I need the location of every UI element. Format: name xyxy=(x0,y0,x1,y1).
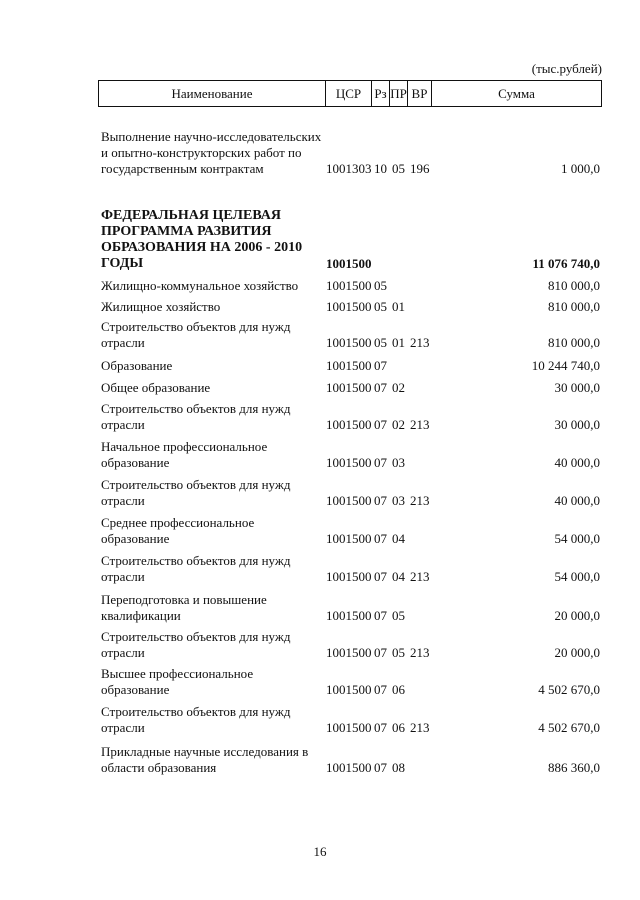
row-sum: 4 502 670,0 xyxy=(538,682,600,697)
header-csr: ЦСР xyxy=(335,86,362,101)
row-vr: 213 xyxy=(410,493,430,508)
row-name: Строительство объектов для нужд отрасли xyxy=(101,477,291,508)
row-name: Среднее профессиональное образование xyxy=(101,515,255,546)
row-csr: 1001500 xyxy=(326,299,372,314)
row-csr: 1001500 xyxy=(326,455,372,470)
row-sum: 4 502 670,0 xyxy=(538,720,600,735)
header-vr: ВР xyxy=(411,86,428,101)
row-sum: 1 000,0 xyxy=(561,161,600,176)
row-rz: 07 xyxy=(374,493,387,508)
row-name: Строительство объектов для нужд отрасли xyxy=(101,401,291,432)
row-sum: 810 000,0 xyxy=(548,335,600,350)
row-pr: 01 xyxy=(392,335,405,350)
row-sum: 54 000,0 xyxy=(554,531,600,546)
row-rz: 07 xyxy=(374,531,387,546)
row-csr: 1001500 xyxy=(326,760,372,775)
row-name: Высшее профессиональное образование xyxy=(101,666,254,697)
row-csr: 1001303 xyxy=(326,161,372,176)
row-pr: 05 xyxy=(392,161,405,176)
row-name: Образование xyxy=(101,358,173,373)
row-name: Жилищно-коммунальное хозяйство xyxy=(101,278,299,293)
page-number: 16 xyxy=(313,844,327,859)
header-sum: Сумма xyxy=(498,86,535,101)
row-rz: 07 xyxy=(374,760,387,775)
row-name: Строительство объектов для нужд отрасли xyxy=(101,553,291,584)
row-name: Жилищное хозяйство xyxy=(101,299,221,314)
row-sum: 10 244 740,0 xyxy=(531,358,600,373)
row-name: Строительство объектов для нужд отрасли xyxy=(101,704,291,735)
units-note: (тыс.рублей) xyxy=(531,61,602,76)
row-pr: 06 xyxy=(392,720,405,735)
row-vr: 213 xyxy=(410,569,430,584)
row-sum: 54 000,0 xyxy=(554,569,600,584)
row-rz: 07 xyxy=(374,358,387,373)
row-csr: 1001500 xyxy=(326,569,372,584)
row-vr: 196 xyxy=(410,161,430,176)
row-rz: 07 xyxy=(374,380,387,395)
row-csr: 1001500 xyxy=(326,335,372,350)
row-name: Переподготовка и повышение квалификации xyxy=(101,592,267,623)
row-pr: 05 xyxy=(392,608,405,623)
row-rz: 07 xyxy=(374,645,387,660)
row-pr: 03 xyxy=(392,493,405,508)
row-csr: 1001500 xyxy=(326,380,372,395)
row-sum: 810 000,0 xyxy=(548,299,600,314)
row-rz: 07 xyxy=(374,608,387,623)
row-rz: 05 xyxy=(374,335,387,350)
row-vr: 213 xyxy=(410,335,430,350)
row-csr: 1001500 xyxy=(326,608,372,623)
row-pr: 03 xyxy=(392,455,405,470)
row-rz: 07 xyxy=(374,417,387,432)
row-sum: 20 000,0 xyxy=(554,645,600,660)
row-pr: 06 xyxy=(392,682,405,697)
row-pr: 02 xyxy=(392,417,405,432)
row-sum: 886 360,0 xyxy=(548,760,600,775)
row-name: Прикладные научные исследования в области образования xyxy=(101,744,309,775)
row-sum: 11 076 740,0 xyxy=(532,256,600,271)
row-rz: 10 xyxy=(374,161,387,176)
row-sum: 40 000,0 xyxy=(554,455,600,470)
row-sum: 20 000,0 xyxy=(554,608,600,623)
row-rz: 07 xyxy=(374,455,387,470)
row-name: Начальное профессиональное образование xyxy=(101,439,268,470)
row-sum: 30 000,0 xyxy=(554,380,600,395)
row-name: Общее образование xyxy=(101,380,211,395)
row-rz: 05 xyxy=(374,278,387,293)
row-csr: 1001500 xyxy=(326,720,372,735)
row-pr: 04 xyxy=(392,531,405,546)
row-sum: 810 000,0 xyxy=(548,278,600,293)
header-rz: Рз xyxy=(374,86,387,101)
row-csr: 1001500 xyxy=(326,278,372,293)
row-pr: 02 xyxy=(392,380,405,395)
row-pr: 04 xyxy=(392,569,405,584)
row-pr: 08 xyxy=(392,760,405,775)
header-name: Наименование xyxy=(171,86,253,101)
row-sum: 30 000,0 xyxy=(554,417,600,432)
row-csr: 1001500 xyxy=(326,645,372,660)
row-name: Строительство объектов для нужд отрасли xyxy=(101,629,291,660)
row-sum: 40 000,0 xyxy=(554,493,600,508)
row-rz: 07 xyxy=(374,569,387,584)
row-pr: 05 xyxy=(392,645,405,660)
row-csr: 1001500 xyxy=(326,682,372,697)
row-vr: 213 xyxy=(410,720,430,735)
row-rz: 05 xyxy=(374,299,387,314)
row-csr: 1001500 xyxy=(326,256,372,271)
header-pr: ПР xyxy=(390,86,407,101)
row-vr: 213 xyxy=(410,417,430,432)
row-pr: 01 xyxy=(392,299,405,314)
row-rz: 07 xyxy=(374,682,387,697)
row-csr: 1001500 xyxy=(326,493,372,508)
row-rz: 07 xyxy=(374,720,387,735)
row-name: Строительство объектов для нужд отрасли xyxy=(101,319,291,350)
row-name: ФЕДЕРАЛЬНАЯ ЦЕЛЕВАЯ ПРОГРАММА РАЗВИТИЯ ОБРАЗОВАНИЯ НА 2006 - 2010 ГОДЫ xyxy=(101,208,303,271)
row-csr: 1001500 xyxy=(326,417,372,432)
row-vr: 213 xyxy=(410,645,430,660)
row-csr: 1001500 xyxy=(326,531,372,546)
row-name: Выполнение научно-исследовательских и опытно-конструкторских работ по государственным контрактам xyxy=(101,129,322,176)
row-csr: 1001500 xyxy=(326,358,372,373)
